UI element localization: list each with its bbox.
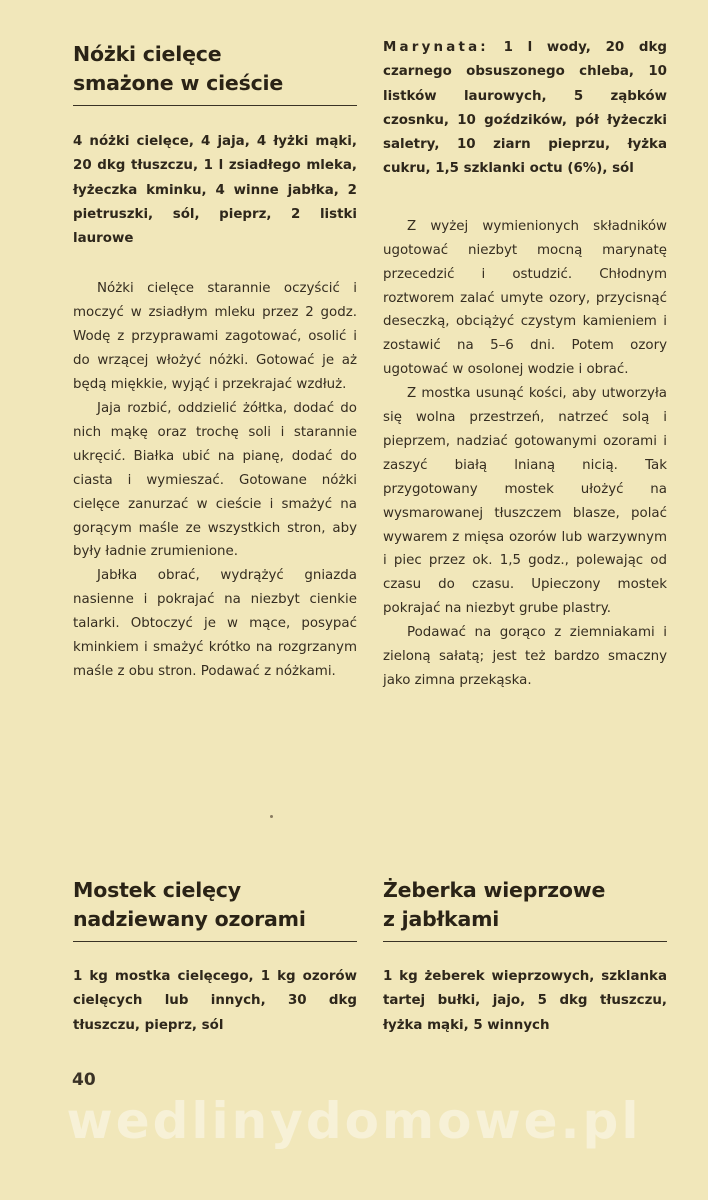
recipe-nozki-section: [73, 40, 357, 684]
recipe-zeberka-section: [383, 876, 667, 1038]
instruction-paragraph: Podawać na gorąco z ziemniakami i zieloną sałatą; jest też bardzo smaczny jako zimna przekąska.: [383, 625, 667, 688]
watermark: wedlinydomowe.pl: [66, 1092, 642, 1150]
recipe-nozki-ingredients: 4 nóżki cielęce, 4 jaja, 4 łyżki mąki, 20 dkg tłuszczu, 1 l zsiadłego mleka, łyżeczka kminku, 4 winne jabłka, 2 pietruszki, sól, pieprz, 2 listki laurowe: [73, 134, 357, 247]
recipe-mostek-ingredients: 1 kg mostka cielęcego, 1 kg ozorów cielęcych lub innych, 30 dkg tłuszczu, pieprz, sól: [73, 969, 357, 1033]
title-divider: [73, 105, 357, 106]
recipe-nozki-instructions: [73, 277, 357, 683]
recipe-mostek-title: [73, 876, 357, 934]
recipe-zeberka-title-line2: z jabłkami: [383, 907, 500, 931]
instruction-paragraph: Jaja rozbić, oddzielić żółtka, dodać do nich mąkę oraz trochę soli i starannie ukręcić. Białka ubić na pianę, dodać do ciasta i wymieszać. Gotowane nóżki cielęce zanurzać w cieście i smażyć na gorącym maśle ze wszystkich stron, aby były ładnie zrumienione.: [73, 401, 357, 560]
recipe-nozki-title: [73, 40, 357, 98]
recipe-zeberka-title-line1: Żeberka wieprzowe: [383, 878, 606, 902]
print-speck: [270, 815, 273, 818]
recipe-mostek-section: [73, 876, 357, 1038]
marinade-text: 1 l wody, 20 dkg czarnego obsuszonego chleba, 10 listków laurowych, 5 ząbków czosnku, 10 goździków, pół łyżeczki saletry, 10 ziarn pieprzu, łyżka cukru, 1,5 szklanki octu (6%), sól: [383, 40, 667, 177]
marinade-ingredients: [383, 36, 667, 182]
instruction-paragraph: Nóżki cielęce starannie oczyścić i moczyć w zsiadłym mleku przez 2 godz. Wodę z przyprawami zagotować, osolić i do wrzącej włożyć nóżki. Gotować je aż będą miękkie, wyjąć i przekrajać wzdłuż.: [73, 281, 357, 393]
instruction-paragraph: Z wyżej wymienionych składników ugotować niezbyt mocną marynatę przecedzić i ostudzić. Chłodnym roztworem zalać umyte ozory, przycisnąć deseczką, obciążyć czystym kamieniem i zostawić na 5–6 dni. Potem ozory ugotować w osolonej wodzie i obrać.: [383, 218, 667, 378]
instruction-paragraph: Jabłka obrać, wydrążyć gniazda nasienne i pokrajać na niezbyt cienkie talarki. Obtoczyć je w mące, posypać kminkiem i smażyć krótko na rozgrzanym maśle z obu stron. Podawać z nóżkami.: [73, 568, 357, 679]
title-divider: [383, 941, 667, 942]
recipe-mostek-continued: [383, 36, 667, 693]
recipe-zeberka-title: [383, 876, 667, 934]
title-divider: [73, 941, 357, 942]
recipe-zeberka-ingredients: 1 kg żeberek wieprzowych, szklanka tartej bułki, jajo, 5 dkg tłuszczu, łyżka mąki, 5 winnych: [383, 969, 667, 1033]
recipe-mostek-instructions: [383, 215, 667, 693]
recipe-mostek-title-line1: Mostek cielęcy: [73, 878, 241, 902]
page-number: 40: [72, 1070, 96, 1090]
recipe-mostek-title-line2: nadziewany ozorami: [73, 907, 306, 931]
marinade-label: Marynata:: [383, 40, 489, 55]
instruction-paragraph: Z mostka usunąć kości, aby utworzyła się wolna przestrzeń, natrzeć solą i pieprzem, nadziać gotowanymi ozorami i zaszyć białą lnianą nicią. Tak przygotowany mostek ułożyć na wysmarowanej tłuszczem blasze, polać wywarem z mięsa ozorów lub warzywnym i piec przez ok. 1,5 godz., polewając od czasu do czasu. Upieczony mostek pokrajać na niezbyt grube plastry.: [383, 386, 667, 617]
recipe-nozki-title-line2: smażone w cieście: [73, 71, 284, 95]
recipe-nozki-title-line1: Nóżki cielęce: [73, 42, 222, 66]
